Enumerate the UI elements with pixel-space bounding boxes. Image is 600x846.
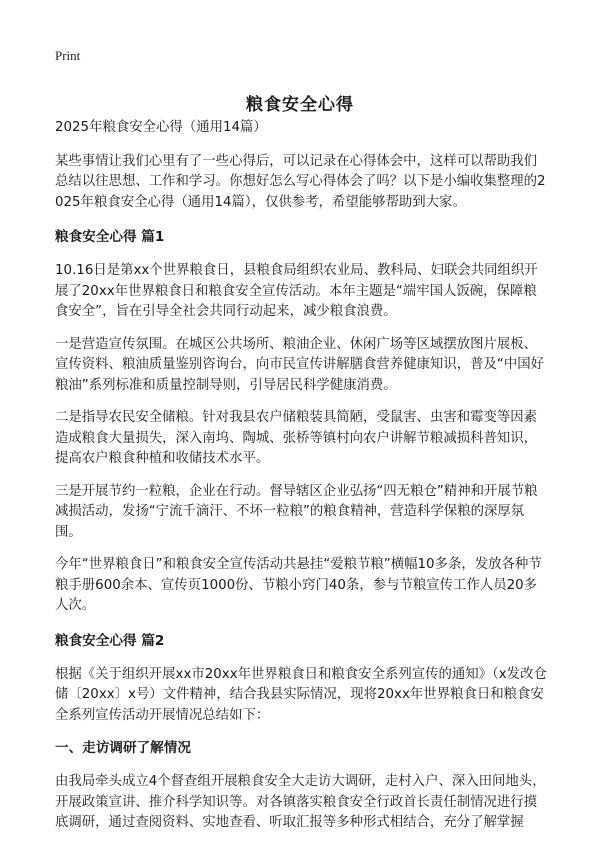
document-body [55, 118, 547, 846]
part2-paragraph-1: 根据《关于组织开展xx市20xx年世界粮食日和粮食安全系列宣传的通知》（x发改仓储〔20xx〕x号）文件精神，结合我县实际情况，现将20xx年世界粮食日和粮食安全系列宣传活动开展情况总结如下： [55, 666, 547, 723]
part1-heading: 粮食安全心得 篇1 [55, 229, 165, 245]
document-subtitle: 2025年粮食安全心得（通用14篇） [55, 120, 267, 135]
part2-heading: 粮食安全心得 篇2 [55, 632, 165, 649]
intro-paragraph: 某些事情让我们心里有了一些心得后，可以记录在心得体会中，这样可以帮助我们总结以往思想、工作和学习。你想好怎么写心得体会了吗？以下是小编收集整理的2025年粮食安全心得（通用14篇），仅供参考，希望能够帮助到大家。 [55, 153, 546, 210]
part1-paragraph-5: 今年“世界粮食日”和粮食安全宣传活动共悬挂“爱粮节粮”横幅10多条，发放各种节粮手册600余本、宣传页1000份、节粮小窍门40条，参与节粮宣传工作人员20多人次。 [55, 557, 542, 613]
part1-paragraph-4: 三是开展节约一粒粮，企业在行动。督导辖区企业弘扬“四无粮仓”精神和开展节粮减损活动，发扬“宁流千滴汗、不坏一粒粮”的粮食精神，营造科学保粮的深厚氛围。 [55, 483, 538, 540]
part1-paragraph-3: 二是指导农民安全储粮。针对我县农户储粮装具简陋，受鼠害、虫害和霉变等因素造成粮食大量损失，深入南坞、陶城、张桥等镇村向农户讲解节粮减损科普知识，提高农户粮食种植和收储技术水平。 [55, 410, 538, 466]
section-paragraph: 由我局牵头成立4个督查组开展粮食安全大走访大调研，走村入户、深入田间地头，开展政策宣讲、推介科学知识等。对各镇落实粮食安全行政首长责任制情况进行摸底调研，通过查阅资料、实地查看、听取汇报等多种形式相结合，充分了解掌握 [55, 774, 546, 830]
part1-paragraph-1: 10.16日是第xx个世界粮食日，县粮食局组织农业局、教科局、妇联会共同组织开展了20xx年世界粮食日和粮食安全宣传活动。本年主题是“端牢国人饭碗，保障粮食安全”，旨在引导全社会共同行动起来，减少粮食浪费。 [55, 263, 538, 319]
print-label[interactable]: Print [55, 48, 81, 63]
page-title: 粮食安全心得 [246, 95, 354, 116]
part1-paragraph-2: 一是营造宣传氛围。在城区公共场所、粮油企业、休闲广场等区域摆放图片展板、宣传资料、粮油质量鉴别咨询台，向市民宣传讲解膳食营养健康知识，普及“中国好粮油”系列标准和质量控制导则，引导居民科学健康消费。 [55, 336, 544, 393]
section-heading: 一、走访调研了解情况 [55, 740, 191, 756]
